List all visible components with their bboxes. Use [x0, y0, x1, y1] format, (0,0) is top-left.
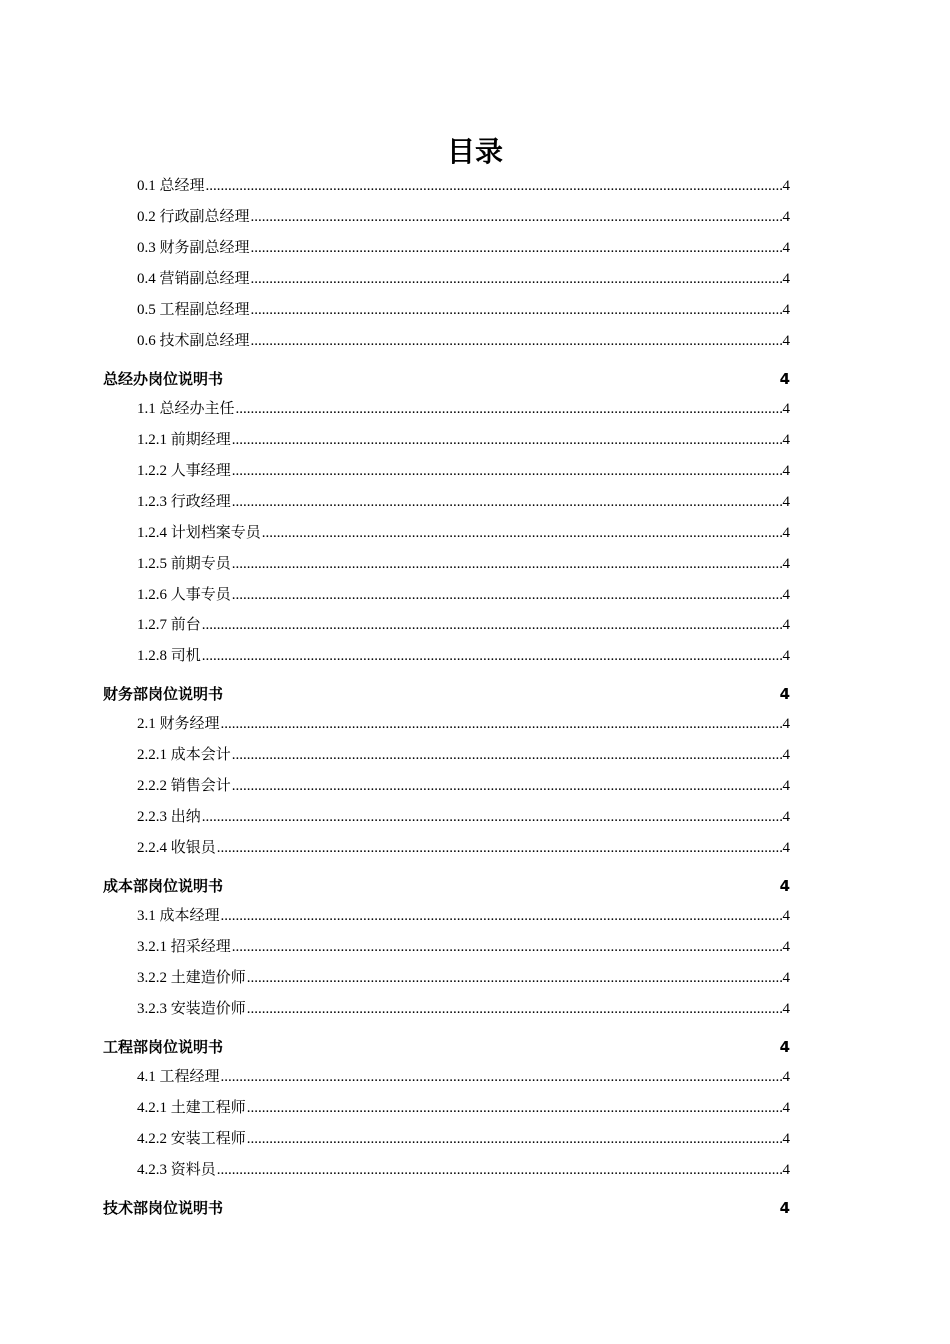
toc-entry-label: 1.2.5 前期专员 [137, 556, 231, 572]
toc-dot-leader [262, 525, 782, 542]
toc-page-number: 4 [782, 809, 790, 825]
toc-page-number: 4 [782, 302, 790, 318]
toc-entry[interactable] [137, 966, 790, 987]
toc-entry[interactable] [137, 712, 790, 733]
toc-page-number: 4 [782, 939, 790, 955]
toc-section-heading[interactable] [103, 1036, 790, 1057]
toc-page-number: 4 [782, 1131, 790, 1147]
toc-entry[interactable] [137, 613, 790, 634]
toc-entry-label: 3.2.2 土建造价师 [137, 970, 246, 986]
toc-page-number: 4 [782, 1162, 790, 1178]
toc-page-number: 4 [782, 617, 790, 633]
toc-page-number: 4 [782, 432, 790, 448]
toc-entry[interactable] [137, 205, 790, 226]
toc-dot-leader [206, 178, 782, 195]
toc-page-number: 4 [782, 1069, 790, 1085]
toc-entry-label: 2.2.1 成本会计 [137, 747, 231, 763]
toc-entry[interactable] [137, 329, 790, 350]
toc-page-number: 4 [782, 778, 790, 794]
toc-page-number: 4 [782, 209, 790, 225]
toc-dot-leader [232, 463, 782, 480]
toc-entry[interactable] [137, 174, 790, 195]
toc-entry-label: 2.2.3 出纳 [137, 809, 201, 825]
toc-entry[interactable] [137, 298, 790, 319]
toc-dot-leader [247, 1100, 782, 1117]
toc-entry-label: 0.6 技术副总经理 [137, 333, 250, 349]
toc-dot-leader [232, 587, 782, 604]
toc-entry-label: 1.2.3 行政经理 [137, 494, 231, 510]
toc-entry-label: 0.3 财务副总经理 [137, 240, 250, 256]
toc-page-number: 4 [782, 747, 790, 763]
toc-section-heading[interactable] [103, 683, 790, 704]
toc-entry[interactable] [137, 521, 790, 542]
toc-entry-label: 财务部岗位说明书 [103, 685, 224, 703]
toc-entry-label: 2.1 财务经理 [137, 716, 220, 732]
toc-entry[interactable] [137, 459, 790, 480]
toc-entry-label: 1.2.6 人事专员 [137, 587, 231, 603]
toc-entry-label: 0.2 行政副总经理 [137, 209, 250, 225]
toc-dot-leader [232, 556, 782, 573]
toc-page-number: 4 [782, 970, 790, 986]
page-title: 目录 [446, 135, 503, 168]
toc-section-heading[interactable] [103, 875, 790, 896]
toc-dot-leader [236, 401, 782, 418]
toc-entry-label: 1.2.7 前台 [137, 617, 201, 633]
toc-dot-leader [247, 1131, 782, 1148]
toc-dot-leader [221, 908, 782, 925]
toc-dot-leader [221, 1069, 782, 1086]
toc-entry-label: 2.2.4 收银员 [137, 840, 216, 856]
toc-page-number: 4 [779, 685, 790, 703]
toc-entry[interactable] [137, 397, 790, 418]
toc-section-heading[interactable] [103, 1197, 790, 1218]
toc-dot-leader [232, 778, 782, 795]
toc-entry[interactable] [137, 552, 790, 573]
toc-entry-label: 总经办岗位说明书 [103, 370, 224, 388]
toc-entry[interactable] [137, 236, 790, 257]
toc-page-number: 4 [782, 1100, 790, 1116]
toc-entry[interactable] [137, 836, 790, 857]
toc-entry[interactable] [137, 583, 790, 604]
toc-dot-leader [217, 1162, 782, 1179]
toc-page-number: 4 [782, 1001, 790, 1017]
toc-entry-label: 工程部岗位说明书 [103, 1038, 224, 1056]
toc-page-number: 4 [782, 525, 790, 541]
toc-dot-leader [251, 333, 782, 350]
toc-dot-leader [221, 716, 782, 733]
toc-section-heading[interactable] [103, 368, 790, 389]
toc-entry[interactable] [137, 904, 790, 925]
toc-entry-label: 2.2.2 销售会计 [137, 778, 231, 794]
toc-dot-leader [247, 1001, 782, 1018]
toc-entry-label: 1.2.4 计划档案专员 [137, 525, 261, 541]
toc-page-number: 4 [779, 370, 790, 388]
toc-entry[interactable] [137, 997, 790, 1018]
toc-dot-leader [232, 494, 782, 511]
toc-entry-label: 3.2.3 安装造价师 [137, 1001, 246, 1017]
toc-entry-label: 1.2.2 人事经理 [137, 463, 231, 479]
toc-entry-label: 3.2.1 招采经理 [137, 939, 231, 955]
toc-entry[interactable] [137, 1096, 790, 1117]
toc-entry-label: 3.1 成本经理 [137, 908, 220, 924]
toc-entry-label: 1.1 总经办主任 [137, 401, 235, 417]
toc-dot-leader [232, 432, 782, 449]
toc-dot-leader [247, 970, 782, 987]
toc-entry-label: 技术部岗位说明书 [103, 1199, 224, 1217]
toc-entry-label: 成本部岗位说明书 [103, 877, 224, 895]
toc-page-number: 4 [782, 463, 790, 479]
toc-entry-label: 0.5 工程副总经理 [137, 302, 250, 318]
toc-entry[interactable] [137, 490, 790, 511]
toc-dot-leader [202, 809, 782, 826]
toc-entry[interactable] [137, 1127, 790, 1148]
toc-entry[interactable] [137, 428, 790, 449]
toc-page-number: 4 [782, 556, 790, 572]
toc-page-number: 4 [779, 1199, 790, 1217]
toc-entry[interactable] [137, 267, 790, 288]
toc-page-number: 4 [779, 1038, 790, 1056]
toc-entry[interactable] [137, 774, 790, 795]
toc-page-number: 4 [782, 908, 790, 924]
toc-entry-label: 4.2.3 资料员 [137, 1162, 216, 1178]
toc-page-number: 4 [782, 240, 790, 256]
toc-page-number: 4 [782, 840, 790, 856]
toc-page-number: 4 [782, 178, 790, 194]
toc-dot-leader [251, 302, 782, 319]
toc-entry[interactable] [137, 805, 790, 826]
toc-page-number: 4 [782, 716, 790, 732]
toc-entry[interactable] [137, 743, 790, 764]
toc-page-number: 4 [782, 648, 790, 664]
toc-entry[interactable] [137, 1158, 790, 1179]
toc-dot-leader [251, 240, 782, 257]
toc-entry-label: 4.2.2 安装工程师 [137, 1131, 246, 1147]
toc-dot-leader [232, 939, 782, 956]
toc-entry[interactable] [137, 935, 790, 956]
toc-page-number: 4 [782, 401, 790, 417]
toc-page-number: 4 [782, 333, 790, 349]
toc-dot-leader [202, 648, 782, 665]
toc-entry-label: 1.2.1 前期经理 [137, 432, 231, 448]
toc-dot-leader [251, 209, 782, 226]
toc-entry-label: 0.1 总经理 [137, 178, 205, 194]
toc-entry-label: 4.1 工程经理 [137, 1069, 220, 1085]
toc-entry[interactable] [137, 644, 790, 665]
toc-entry-label: 4.2.1 土建工程师 [137, 1100, 246, 1116]
toc-page-number: 4 [782, 494, 790, 510]
toc-dot-leader [202, 617, 782, 634]
toc-dot-leader [217, 840, 782, 857]
toc-entry-label: 1.2.8 司机 [137, 648, 201, 664]
toc-dot-leader [232, 747, 782, 764]
toc-page-number: 4 [779, 877, 790, 895]
toc-dot-leader [251, 271, 782, 288]
toc-entry[interactable] [137, 1065, 790, 1086]
toc-entry-label: 0.4 营销副总经理 [137, 271, 250, 287]
toc-page-number: 4 [782, 587, 790, 603]
toc-page-number: 4 [782, 271, 790, 287]
